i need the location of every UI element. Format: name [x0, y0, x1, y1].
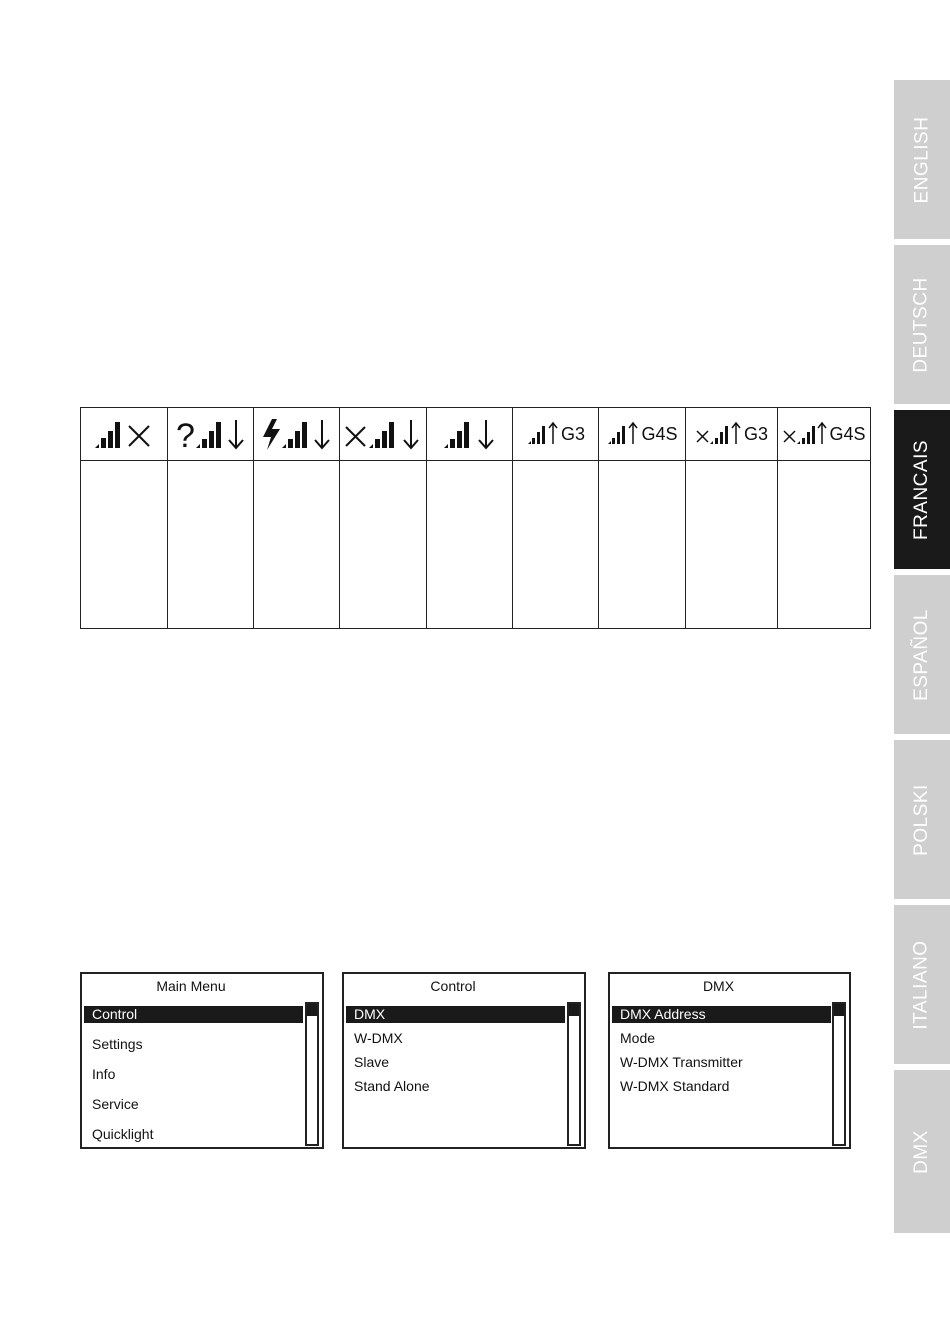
tab-deutsch[interactable]: DEUTSCH: [894, 245, 950, 404]
menu-item-stand-alone[interactable]: Stand Alone: [354, 1078, 430, 1094]
generation-label: G4S: [641, 424, 678, 444]
tab-italiano[interactable]: ITALIANO: [894, 905, 950, 1064]
table-header-cell: [168, 408, 253, 461]
table-column: [778, 408, 870, 628]
menu-title: DMX: [702, 978, 735, 994]
menu-item-w-dmx-standard[interactable]: W-DMX Standard: [620, 1078, 730, 1094]
menu-item-info[interactable]: Info: [92, 1066, 116, 1082]
table-header-cell: [686, 408, 777, 461]
signal-up-arrow-icon: [606, 420, 640, 448]
scrollbar[interactable]: [832, 1002, 846, 1146]
menu-item-slave[interactable]: Slave: [354, 1054, 390, 1070]
tab-espanol[interactable]: ESPAÑOL: [894, 575, 950, 734]
generation-label: G3: [560, 424, 585, 444]
table-header-cell: [513, 408, 598, 461]
table-column: [168, 408, 254, 628]
scrollbar[interactable]: [567, 1002, 581, 1146]
scrollbar-thumb[interactable]: [569, 1004, 579, 1016]
menu-item-w-dmx-transmitter[interactable]: W-DMX Transmitter: [620, 1054, 743, 1070]
signal-down-arrow-icon: [440, 415, 500, 453]
scrollbar-thumb[interactable]: [834, 1004, 844, 1016]
svg-text:?: ?: [175, 417, 195, 453]
tab-english[interactable]: ENGLISH: [894, 80, 950, 239]
cross-signal-up-arrow-icon: [695, 420, 743, 448]
menu-item-quicklight[interactable]: Quicklight: [92, 1126, 154, 1142]
table-column: [427, 408, 513, 628]
table-header-cell: [254, 408, 339, 461]
table-column: [686, 408, 778, 628]
table-header-cell: [427, 408, 512, 461]
menu-title: Control: [430, 978, 476, 994]
generation-label: G3: [743, 424, 768, 444]
menu-item-service[interactable]: Service: [92, 1096, 139, 1112]
menu-item-w-dmx[interactable]: W-DMX: [354, 1030, 403, 1046]
signal-status-table: [80, 407, 871, 629]
lightning-signal-down-arrow-icon: [260, 415, 334, 453]
menu-item-dmx[interactable]: DMX: [346, 1006, 565, 1023]
cross-signal-up-arrow-icon: [782, 420, 828, 448]
table-column: [599, 408, 686, 628]
table-header-cell: [81, 408, 167, 461]
table-header-cell: [599, 408, 685, 461]
table-column: [81, 408, 168, 628]
lcd-dmx-menu: [608, 972, 851, 1149]
cross-signal-down-arrow-icon: [343, 415, 423, 453]
menu-item-control[interactable]: Control: [84, 1006, 303, 1023]
menu-item-settings[interactable]: Settings: [92, 1036, 143, 1052]
table-header-cell: [778, 408, 870, 461]
table-header-cell: [340, 408, 426, 461]
menu-title: Main Menu: [156, 978, 226, 994]
signal-up-arrow-icon: [526, 420, 560, 448]
lcd-control-menu: [342, 972, 586, 1149]
tab-polski[interactable]: POLSKI: [894, 740, 950, 899]
table-column: [513, 408, 599, 628]
signal-bars-cross-icon: [91, 416, 157, 452]
menu-item-dmx-address[interactable]: DMX Address: [612, 1006, 831, 1023]
scrollbar[interactable]: [305, 1002, 319, 1146]
tab-francais[interactable]: FRANCAIS: [894, 410, 950, 569]
generation-label: G4S: [829, 424, 866, 444]
table-column: [340, 408, 427, 628]
lcd-main-menu: [80, 972, 324, 1149]
question-signal-down-arrow-icon: [174, 415, 248, 453]
tab-dmx[interactable]: DMX: [894, 1070, 950, 1233]
table-column: [254, 408, 340, 628]
menu-item-mode[interactable]: Mode: [620, 1030, 656, 1046]
scrollbar-thumb[interactable]: [307, 1004, 317, 1016]
